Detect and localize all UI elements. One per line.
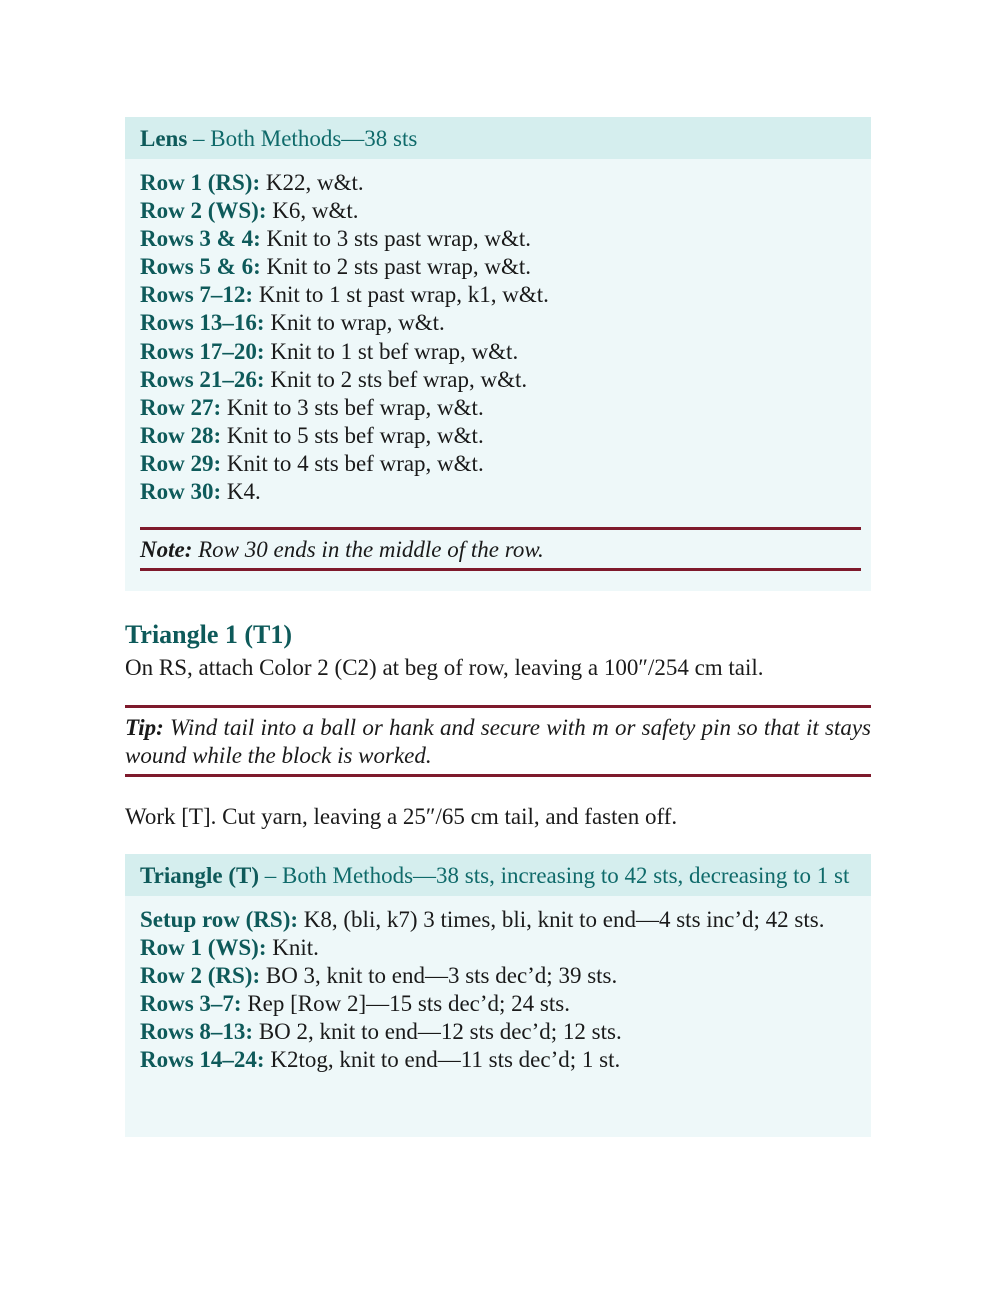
lens-subtitle: – Both Methods—38 sts: [187, 126, 418, 151]
note-label: Note:: [140, 537, 193, 563]
lens-box: [125, 117, 871, 591]
lens-row: Row 28: Knit to 5 sts bef wrap, w&t.: [140, 422, 484, 448]
intro-paragraph: On RS, attach Color 2 (C2) at beg of row, leaving a 100″/254 cm tail.: [125, 655, 764, 680]
lens-rows: [125, 159, 871, 581]
lens-note: [140, 527, 861, 571]
triangle-rows: [125, 896, 871, 1085]
tip-label: Tip:: [125, 715, 164, 740]
triangle-row: Rows 3–7: Rep [Row 2]—15 sts dec’d; 24 sts.: [140, 991, 570, 1017]
note-text: Row 30 ends in the middle of the row.: [192, 537, 544, 563]
section-heading: Triangle 1 (T1): [125, 620, 293, 649]
tip-box: [125, 705, 871, 777]
lens-row: Row 2 (WS): K6, w&t.: [140, 198, 359, 224]
lens-row: Row 30: K4.: [140, 479, 261, 505]
lens-row: Rows 5 & 6: Knit to 2 sts past wrap, w&t.: [140, 254, 531, 280]
lens-title: Lens: [140, 126, 188, 151]
triangle-box: [125, 854, 871, 1137]
lens-row: Rows 3 & 4: Knit to 3 sts past wrap, w&t.: [140, 226, 531, 252]
lens-row: Rows 13–16: Knit to wrap, w&t.: [140, 310, 445, 336]
lens-row: Row 27: Knit to 3 sts bef wrap, w&t.: [140, 394, 484, 420]
triangle-row: Setup row (RS): K8, (bli, k7) 3 times, bli, knit to end—4 sts inc’d; 42 sts.: [140, 907, 825, 932]
triangle-title: Triangle (T): [140, 863, 260, 888]
triangle-header: [125, 854, 871, 896]
work-paragraph: Work [T]. Cut yarn, leaving a 25″/65 cm tail, and fasten off.: [125, 804, 678, 829]
lens-row: Rows 21–26: Knit to 2 sts bef wrap, w&t.: [140, 366, 528, 392]
lens-header: [125, 117, 871, 159]
triangle-row: Row 2 (RS): BO 3, knit to end—3 sts dec’d; 39 sts.: [140, 963, 618, 989]
lens-row: Rows 17–20: Knit to 1 st bef wrap, w&t.: [140, 338, 519, 364]
lens-row: Row 29: Knit to 4 sts bef wrap, w&t.: [140, 450, 484, 476]
lens-row: Row 1 (RS): K22, w&t.: [140, 170, 364, 195]
tip-text: Wind tail into a ball or hank and secure with m or safety pin so that it stays wound while the block is worked.: [125, 715, 871, 768]
lens-row: Rows 7–12: Knit to 1 st past wrap, k1, w&t.: [140, 282, 549, 308]
triangle-row: Rows 8–13: BO 2, knit to end—12 sts dec’d; 12 sts.: [140, 1019, 622, 1045]
triangle-subtitle: – Both Methods—38 sts, increasing to 42 sts, decreasing to 1 st: [259, 863, 850, 888]
triangle-row: Rows 14–24: K2tog, knit to end—11 sts dec’d; 1 st.: [140, 1047, 621, 1073]
triangle-row: Row 1 (WS): Knit.: [140, 935, 319, 961]
